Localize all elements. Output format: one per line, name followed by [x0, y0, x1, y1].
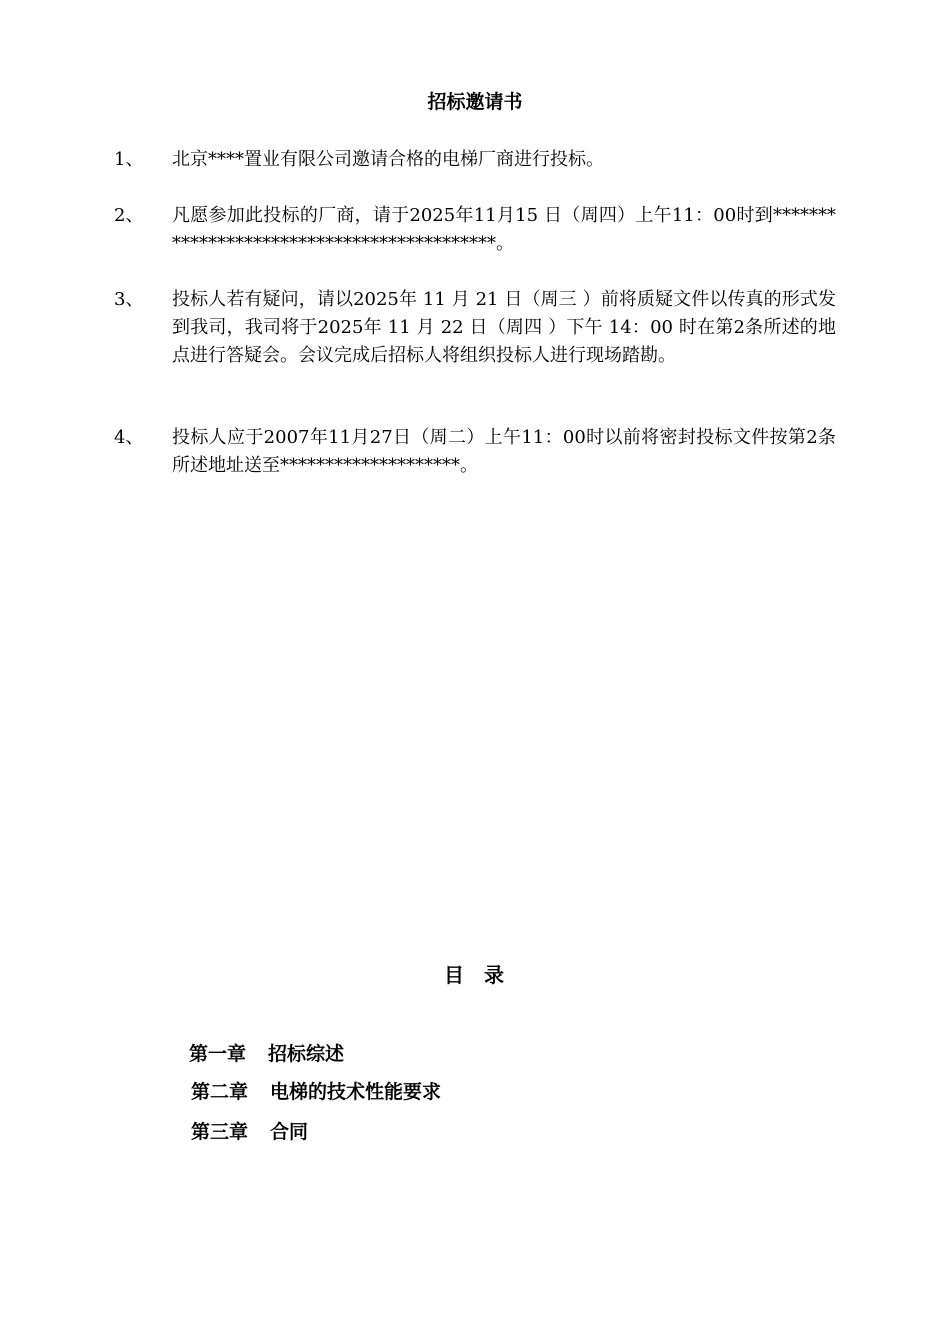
list-item-text: 北京****置业有限公司邀请合格的电梯厂商进行投标。	[172, 149, 604, 170]
toc-chapter-number: 第二章	[191, 1081, 249, 1103]
list-item-text: 凡愿参加此投标的厂商，请于2025年11月15 日（周四）上午11：00时到*******************************************。	[172, 205, 836, 254]
toc-chapter-name: 招标综述	[268, 1043, 345, 1065]
list-item-number: 2、	[114, 205, 144, 226]
toc-entry-2[interactable]	[191, 1078, 441, 1106]
toc-entry-1[interactable]	[189, 1040, 344, 1068]
toc-chapter-number: 第一章	[189, 1043, 247, 1065]
list-item-text: 投标人若有疑问，请以2025年 11 月 21 日（周三 ）前将质疑文件以传真的形式发到我司，我司将于2025年 11 月 22 日（周四 ）下午 14：00 时在第2条所述的地点进行答疑会。会议完成后招标人将组织投标人进行现场踏勘。	[172, 289, 836, 366]
list-item-number: 3、	[114, 289, 144, 310]
toc-chapter-name: 电梯的技术性能要求	[270, 1081, 442, 1103]
toc-chapter-number: 第三章	[191, 1121, 249, 1143]
toc-title: 目 录	[444, 963, 506, 987]
toc-chapter-name: 合同	[270, 1121, 309, 1143]
list-item-text: 投标人应于2007年11月27日（周二）上午11：00时以前将密封投标文件按第2条所述地址送至********************。	[172, 427, 836, 476]
invitation-title: 招标邀请书	[427, 91, 523, 113]
list-item-number: 1、	[114, 149, 144, 170]
toc-entry-3[interactable]	[191, 1118, 308, 1146]
list-item-number: 4、	[114, 427, 144, 448]
